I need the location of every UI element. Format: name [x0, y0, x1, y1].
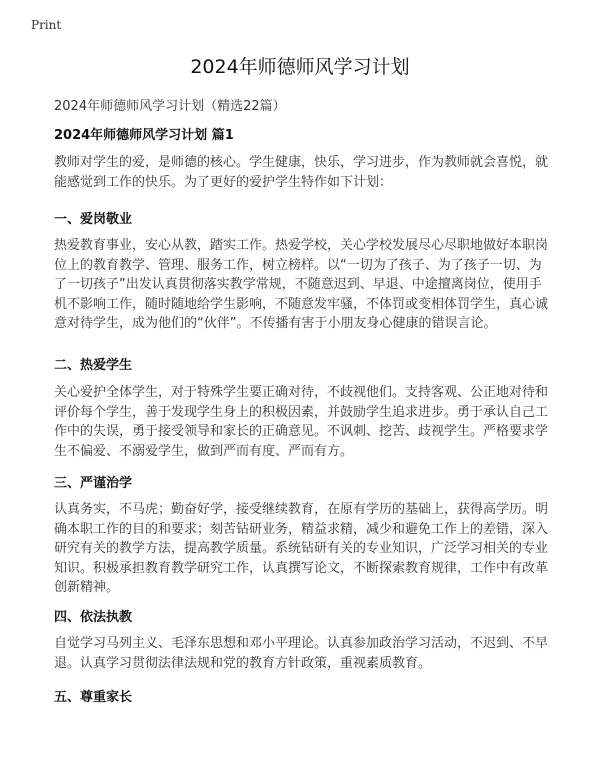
article-heading: 2024年师德师风学习计划 篇1: [54, 128, 234, 143]
section-body-2: 关心爱护全体学生，对于特殊学生要正确对待，不歧视他们。支持客观、公正地对待和评价每个学生，善于发现学生身上的积极因素，并鼓励学生追求进步。勇于承认自己工作中的失误，勇于接受领导和家长的正确意见。不讽刺、挖苦、歧视学生。严格要求学生不偏爱、不溺爱学生，做到严而有度、严而有方。: [54, 385, 549, 459]
section-heading-3: 三、严谨治学: [54, 476, 133, 491]
print-label: Print: [31, 18, 62, 32]
section-body-4: 自觉学习马列主义、毛泽东思想和邓小平理论。认真参加政治学习活动，不迟到、不早退。认真学习贯彻法律法规和党的教育方针政策，重视素质教育。: [54, 636, 549, 671]
section-heading-4: 四、依法执教: [54, 610, 133, 625]
page-title: 2024年师德师风学习计划: [190, 56, 410, 78]
section-body-1: 热爱教育事业，安心从教，踏实工作。热爱学校，关心学校发展尽心尽职地做好本职岗位上的教育教学、管理、服务工作，树立榜样。以“一切为了孩子、为了孩子一切、为了一切孩子”出发认真贯彻落实教学常规，不随意迟到、早退、中途擅离岗位，使用手机不影响工作，随时随地给学生影响，不随意发牢骚，不体罚或变相体罚学生，真心诚意对待学生，成为他们的“伙伴”。不传播有害于小朋友身心健康的错误言论。: [54, 238, 549, 331]
document-subtitle: 2024年师德师风学习计划（精选22篇）: [54, 99, 286, 114]
intro-paragraph: 教师对学生的爱，是师德的核心。学生健康，快乐，学习进步，作为教师就会喜悦，就能感觉到工作的快乐。为了更好的爱护学生特作如下计划：: [54, 155, 549, 190]
section-heading-2: 二、热爱学生: [54, 358, 133, 373]
section-heading-1: 一、爱岗敬业: [54, 212, 133, 227]
section-heading-5: 五、尊重家长: [54, 690, 133, 705]
section-body-3: 认真务实，不马虎；勤奋好学，接受继续教育，在原有学历的基础上，获得高学历。明确本职工作的目的和要求；刻苦钻研业务，精益求精，减少和避免工作上的差错，深入研究有关的教学方法，提高教学质量。系统钻研有关的专业知识，广泛学习相关的专业知识。积极承担教育教学研究工作，认真撰写论文，不断探索教育规律，工作中有改革创新精神。: [54, 502, 549, 595]
